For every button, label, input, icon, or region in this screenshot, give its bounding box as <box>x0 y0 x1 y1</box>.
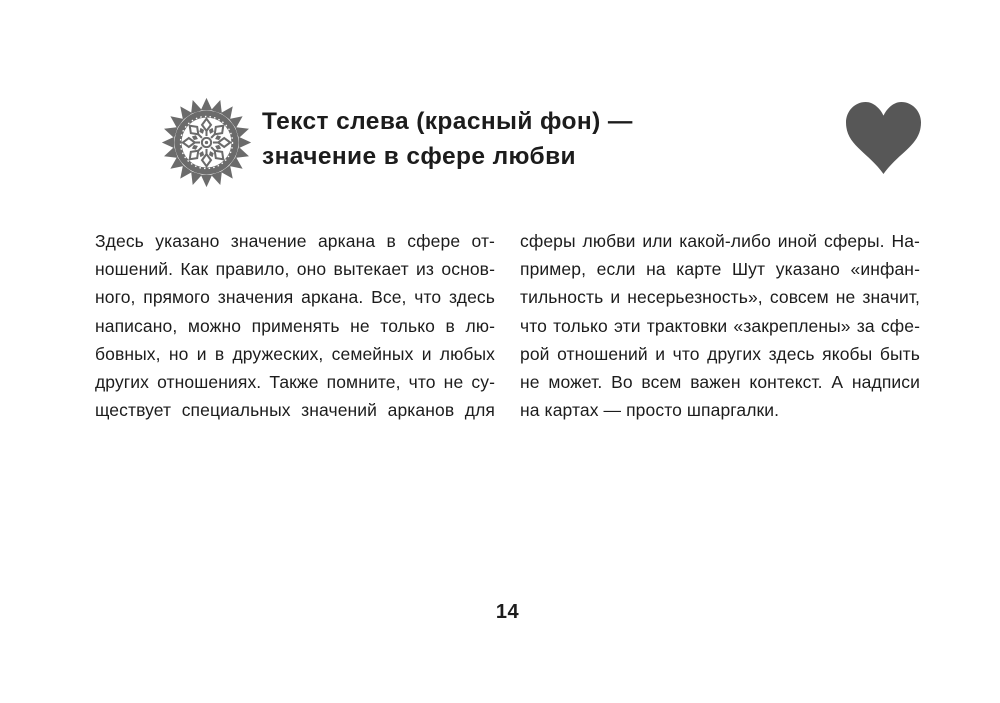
heart-icon <box>846 102 921 174</box>
text-line: Здесь указано значение аркана в сфере от- <box>95 231 495 251</box>
section-title <box>262 104 782 174</box>
text-column-right <box>520 227 920 424</box>
sun-mandala-icon <box>160 96 253 189</box>
text-line: что только эти трактовки «закреплены» за сфе- <box>520 315 920 336</box>
text-line: пример, если на карте Шут указано «инфан- <box>520 259 920 280</box>
text-line: других отношениях. Также помните, что не су- <box>95 372 495 393</box>
text-line: сферы любви или какой-либо иной сферы. На- <box>520 231 920 251</box>
text-line: тильность и несерьезность», совсем не значит, <box>520 287 920 308</box>
text-line: ношений. Как правило, оно вытекает из основ- <box>95 259 495 280</box>
text-line: ществует специальных значений арканов для <box>95 400 495 421</box>
section-title-line-2: значение в сфере любви <box>262 143 576 170</box>
page-number: 14 <box>495 601 520 623</box>
text-line: бовных, но и в дружеских, семейных и любых <box>95 343 495 364</box>
text-line: не может. Во всем важен контекст. А надписи <box>520 372 920 393</box>
text-line: ного, прямого значения аркана. Все, что здесь <box>95 287 495 308</box>
text-line: написано, можно применять не только в лю- <box>95 315 495 336</box>
text-column-left <box>95 227 495 424</box>
text-line: на картах — просто шпаргалки. <box>520 400 780 421</box>
text-line: рой отношений и что других здесь якобы быть <box>520 343 920 364</box>
section-title-line-1: Текст слева (красный фон) — <box>262 108 633 135</box>
